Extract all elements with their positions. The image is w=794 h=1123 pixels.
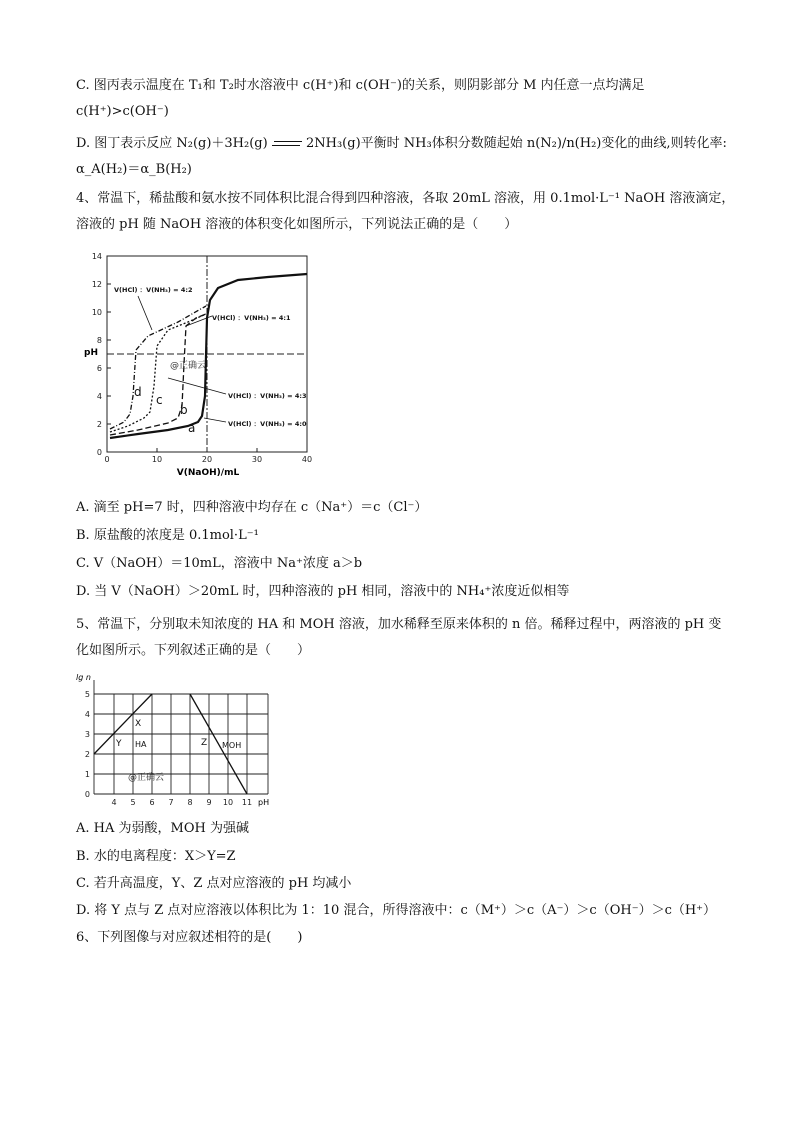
x-tick: 30 <box>251 455 263 464</box>
q3-option-d-prefix: D. 图丁表示反应 N₂(g)＋3H₂(g) <box>76 136 268 151</box>
y-tick: 10 <box>91 308 102 317</box>
x-tick: 5 <box>130 798 136 807</box>
y-tick: 14 <box>91 252 102 261</box>
x-tick: 6 <box>149 798 155 807</box>
q4-option-b: B. 原盐酸的浓度是 0.1mol·L⁻¹ <box>76 528 259 543</box>
y-tick: 3 <box>84 730 90 739</box>
x-tick: 10 <box>222 798 234 807</box>
y-tick: 4 <box>96 392 102 401</box>
y-axis-label: lg n <box>76 673 91 682</box>
q4-option-d: D. 当 V（NaOH）＞20mL 时，四种溶液的 pH 相同，溶液中的 NH₄⁺浓度近似相等 <box>76 584 570 599</box>
y-tick: 6 <box>96 364 102 373</box>
x-tick: 20 <box>201 455 213 464</box>
x-tick: 40 <box>301 455 313 464</box>
curve-label-c: c <box>156 393 163 407</box>
y-tick: 1 <box>84 770 90 779</box>
point-label-y: Y <box>116 739 122 749</box>
q4-option-a: A. 滴至 pH=7 时，四种溶液中均存在 c（Na⁺）＝c（Cl⁻） <box>76 500 428 515</box>
series-label-ha: HA <box>135 740 147 749</box>
watermark: @正确云 <box>170 361 207 371</box>
y-tick: 2 <box>84 750 90 759</box>
x-tick: 9 <box>206 798 212 807</box>
watermark: @正确云 <box>128 773 165 783</box>
series-label-moh: MOH <box>222 741 242 750</box>
ratio-label-4-1: V(HCl) ：V(NH₃) = 4:1 <box>212 314 291 322</box>
q5-option-a: A. HA 为弱酸，MOH 为强碱 <box>76 821 249 836</box>
q5-option-c: C. 若升高温度，Y、Z 点对应溶液的 pH 均减小 <box>76 876 352 891</box>
x-axis-label: pH <box>258 798 270 807</box>
curve-b <box>110 314 206 435</box>
curve-c <box>110 314 206 432</box>
curve-label-d: d <box>134 385 142 399</box>
curve-label-a: a <box>188 421 196 435</box>
q3-option-d-line1 <box>76 135 727 153</box>
q3-option-d-line2: α_A(H₂)＝α_B(H₂) <box>76 162 192 177</box>
q5-option-d: D. 将 Y 点与 Z 点对应溶液以体积比为 1：10 混合，所得溶液中：c（M⁺）＞c（A⁻）＞c（OH⁻）＞c（H⁺） <box>76 903 717 918</box>
curve-a <box>110 274 307 438</box>
y-tick: 0 <box>96 448 102 457</box>
q3-option-d-suffix: 2NH₃(g)平衡时 NH₃体积分数随起始 n(N₂)/n(H₂)变化的曲线,则转化率: <box>305 136 727 151</box>
curve-label-b: b <box>180 403 188 417</box>
point-label-z: Z <box>201 738 208 748</box>
x-tick: 11 <box>241 798 253 807</box>
y-tick: 8 <box>96 336 102 345</box>
x-tick: 8 <box>187 798 193 807</box>
x-tick: 10 <box>151 455 163 464</box>
q4-stem-line1: 4、常温下，稀盐酸和氨水按不同体积比混合得到四种溶液，各取 20mL 溶液，用 0.1mol·L⁻¹ NaOH 溶液滴定， <box>76 191 735 206</box>
y-tick: 12 <box>91 280 102 289</box>
point-label-x: X <box>135 719 142 729</box>
y-axis-label: pH <box>84 348 98 358</box>
x-tick: 7 <box>168 798 174 807</box>
y-tick: 5 <box>84 690 90 699</box>
y-tick: 4 <box>84 710 90 719</box>
q4-stem-line2: 溶液的 pH 随 NaOH 溶液的体积变化如图所示，下列说法正确的是（ ） <box>76 217 518 232</box>
dilution-figure <box>74 670 280 810</box>
y-tick: 0 <box>84 790 90 799</box>
q3-option-c-line2: c(H⁺)>c(OH⁻) <box>76 104 169 119</box>
titration-figure <box>78 246 318 486</box>
x-tick: 0 <box>104 455 110 464</box>
ratio-label-4-3: V(HCl) ：V(NH₃) = 4:3 <box>228 392 307 400</box>
x-axis-label: V(NaOH)/mL <box>176 468 240 478</box>
q3-option-c-line1: C. 图丙表示温度在 T₁和 T₂时水溶液中 c(H⁺)和 c(OH⁻)的关系，则阴影部分 M 内任意一点均满足 <box>76 78 645 93</box>
equilibrium-arrow-icon <box>272 139 302 149</box>
y-tick: 2 <box>96 420 102 429</box>
ratio-label-4-2: V(HCl) ：V(NH₃) = 4:2 <box>114 286 193 294</box>
q5-option-b: B. 水的电离程度：X＞Y=Z <box>76 849 236 864</box>
q5-stem-line1: 5、常温下，分别取未知浓度的 HA 和 MOH 溶液，加水稀释至原来体积的 n 倍。稀释过程中，两溶液的 pH 变 <box>76 617 722 632</box>
x-tick: 4 <box>111 798 117 807</box>
ratio-label-4-0: V(HCl) ：V(NH₃) = 4:0 <box>228 420 307 428</box>
q5-stem-line2: 化如图所示。下列叙述正确的是（ ） <box>76 643 311 658</box>
q4-option-c: C. V（NaOH）＝10mL，溶液中 Na⁺浓度 a＞b <box>76 556 363 571</box>
q6-stem: 6、下列图像与对应叙述相符的是( ) <box>76 930 303 945</box>
